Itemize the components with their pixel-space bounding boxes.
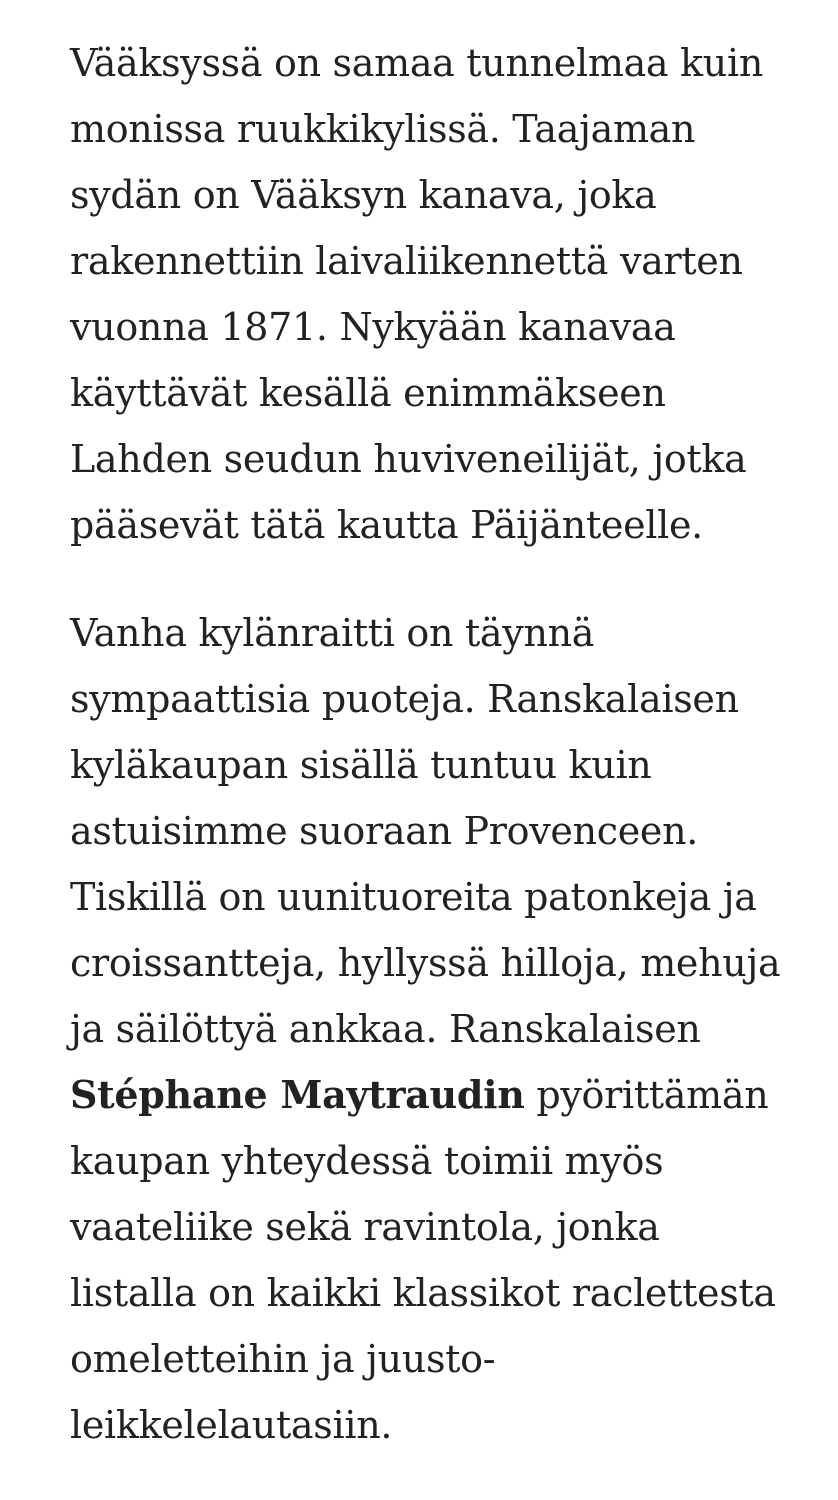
- person-name: Stéphane Maytraudin: [70, 1072, 525, 1117]
- article-body: [70, 30, 820, 1500]
- text-line: omeletteihin ja juusto-: [70, 1337, 496, 1381]
- paragraph-1: [70, 30, 820, 558]
- text-line: kaupan yhteydessä toimii myös: [70, 1139, 664, 1183]
- text-line: ja säilöttyä ankkaa. Ranskalaisen: [70, 1007, 701, 1051]
- text-line: sympaattisia puoteja. Ranskalaisen: [70, 677, 739, 721]
- text-line: Vääksyssä on samaa tunnelmaa kuin: [70, 41, 763, 85]
- text-fragment: pyörittämän: [524, 1073, 769, 1117]
- text-line: monissa ruukkikylissä. Taajaman: [70, 107, 696, 151]
- text-line: pääsevät tätä kautta Päijänteelle.: [70, 503, 703, 547]
- text-line-with-name: [70, 1062, 820, 1128]
- text-line: Vanha kylänraitti on täynnä: [70, 611, 595, 655]
- text-line: leikkelelautasiin.: [70, 1403, 393, 1447]
- text-line: kyläkaupan sisällä tuntuu kuin: [70, 743, 652, 787]
- text-line: sydän on Vääksyn kanava, joka: [70, 173, 657, 217]
- text-line: Tiskillä on uunituoreita patonkeja ja: [70, 875, 757, 919]
- text-line: käyttävät kesällä enimmäkseen: [70, 371, 666, 415]
- text-line: astuisimme suoraan Provenceen.: [70, 809, 699, 853]
- text-line: croissantteja, hyllyssä hilloja, mehuja: [70, 941, 781, 985]
- text-line: rakennettiin laivaliikennettä varten: [70, 239, 743, 283]
- paragraph-2: [70, 600, 820, 1458]
- text-line: vuonna 1871. Nykyään kanavaa: [70, 305, 676, 349]
- text-line: listalla on kaikki klassikot raclettesta: [70, 1271, 776, 1315]
- text-line: vaateliike sekä ravintola, jonka: [70, 1205, 660, 1249]
- text-line: Lahden seudun huviveneilijät, jotka: [70, 437, 747, 481]
